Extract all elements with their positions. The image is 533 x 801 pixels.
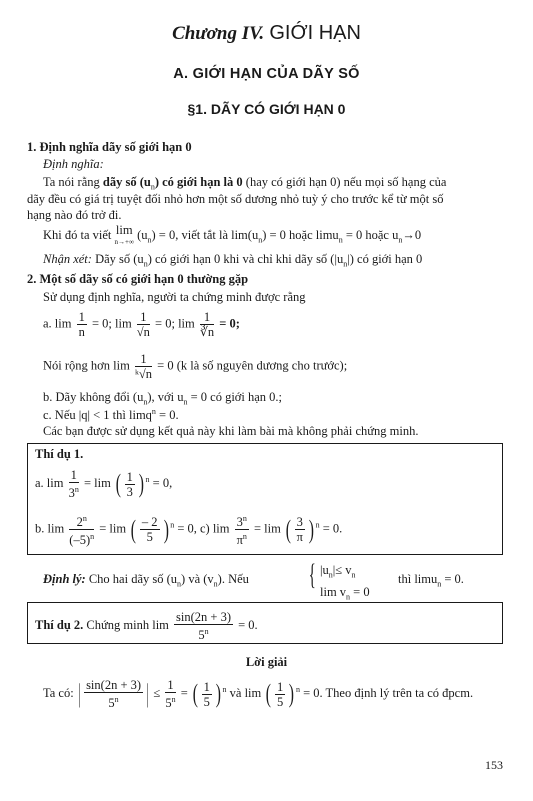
text-span: = 0; (219, 316, 240, 331)
text-span: lim v (320, 584, 347, 599)
theorem-brace (305, 558, 319, 592)
superscript: n (222, 684, 227, 694)
remark-label: Nhận xét: (43, 252, 92, 266)
text-span: ) = 0 hoặc limu (262, 227, 339, 242)
chapter-prefix: Chương IV. (172, 23, 265, 44)
theorem-line (43, 572, 249, 589)
example1-b (35, 512, 342, 547)
fraction (69, 512, 94, 547)
notation-line (43, 224, 421, 248)
subscript: n (398, 235, 403, 245)
subscript: n (143, 397, 148, 407)
text-span: = 0. (238, 617, 258, 632)
paren-left: ( (115, 469, 121, 499)
definition-line-3: hạng nào đó trở đi. (27, 208, 122, 222)
numerator: 1 (200, 310, 214, 325)
superscript: n (242, 514, 247, 523)
paren-right: ) (289, 679, 295, 709)
text-span: thì limu (398, 572, 438, 586)
numerator: 1 (135, 352, 152, 367)
text-span: Chứng minh lim (83, 617, 169, 632)
text-span: Nói rộng hơn lim (43, 358, 130, 373)
denominator: ∛n (199, 325, 215, 339)
text-span: = 0; (155, 316, 175, 331)
chapter-name: GIỚI HẠN (269, 22, 361, 44)
denominator: n (78, 325, 85, 339)
example1-title: Thí dụ 1. (35, 447, 84, 461)
text-span: Cho hai dãy số (u (85, 572, 178, 586)
text-span: Dãy số (u (91, 252, 144, 266)
numerator: 1 (167, 678, 174, 692)
limit-operator (115, 224, 134, 248)
text-span: 3 (68, 486, 75, 501)
paren-left: ( (266, 679, 272, 709)
text-span: = lim (254, 521, 281, 536)
superscript: n (151, 407, 156, 416)
lim-text: lim (115, 223, 133, 237)
text-span: a. lim (43, 316, 72, 331)
text-span: lim (178, 316, 195, 331)
text-span: = 0. (155, 408, 179, 423)
fraction (125, 470, 135, 499)
subscript: n (147, 235, 152, 245)
definition-line-2: dãy đều có giá trị tuyệt đối nhỏ hơn một số dương nhỏ tuỳ ý cho trước kể từ một số (27, 192, 444, 206)
example1-a (35, 468, 172, 500)
text-span: = 0. (322, 521, 343, 536)
superscript: n (114, 695, 119, 704)
superscript: n (242, 532, 247, 542)
text-span: Ta có: (43, 685, 74, 700)
text-span: = (180, 685, 188, 700)
section-1-title: §1. DÃY CÓ GIỚI HẠN 0 (187, 101, 346, 117)
subscript: n (143, 259, 148, 269)
text-span: 5 (165, 696, 172, 711)
subscript: n (177, 579, 182, 589)
fraction (137, 310, 150, 339)
remark-line (43, 252, 422, 269)
text-span: |≤ v (332, 563, 352, 577)
fraction (174, 610, 233, 642)
text-span: (–5) (69, 533, 91, 548)
subscript: n (437, 579, 442, 589)
paren-left: ( (130, 514, 137, 544)
text-span: →0 (402, 227, 422, 242)
subscript: n (328, 570, 333, 580)
fraction (84, 678, 143, 710)
generalization-line (43, 352, 347, 381)
text-span: = 0. (441, 572, 464, 586)
numerator: 1 (70, 468, 77, 482)
text-span: (u (137, 227, 148, 242)
paren-left: ( (285, 514, 291, 544)
numerator: 1 (203, 679, 210, 694)
text-span: 3 (236, 515, 243, 530)
text-span: 5 (198, 628, 205, 643)
part2-final: Các bạn được sử dụng kết quả này khi làm bài mà không phải chứng minh. (43, 424, 419, 438)
subscript: n (183, 397, 188, 407)
numerator: 1 (277, 679, 284, 694)
text-span: ). Nếu (217, 572, 249, 586)
denominator (69, 483, 79, 500)
numerator: 3 (296, 515, 303, 530)
denominator: √n (136, 325, 150, 339)
condition-1 (320, 562, 370, 584)
superscript: n (204, 627, 209, 636)
subscript: n (351, 570, 356, 580)
part2-intro: Sử dụng định nghĩa, người ta chứng minh được rằng (43, 290, 306, 304)
text-span: = 0 (k là số nguyên dương cho trước); (157, 358, 348, 373)
text-span: = 0 (350, 584, 370, 599)
text-span: Khi đó ta viết (43, 227, 115, 242)
example2-line (35, 610, 258, 642)
paren-left: ( (192, 679, 198, 709)
solution-heading: Lời giải (245, 655, 288, 669)
text-span: = 0. Theo định lý trên ta có đpcm. (303, 685, 474, 700)
solution-line (43, 678, 473, 710)
abs-bar-left: | (78, 679, 81, 709)
text-span: = 0, c) lim (177, 521, 230, 536)
text-span: = 0 hoặc u (342, 227, 399, 242)
abs-bar-right: | (146, 679, 149, 709)
denominator (165, 693, 175, 710)
denominator (69, 530, 94, 547)
fraction (200, 310, 214, 339)
superscript: n (171, 695, 176, 704)
text-span: = 0; (91, 316, 112, 331)
text-span: 5 (108, 696, 115, 711)
paren-right: ) (215, 679, 221, 709)
superscript: n (315, 520, 320, 530)
fraction (235, 512, 249, 547)
text-span: a. lim (35, 475, 64, 490)
superscript: n (170, 520, 175, 530)
page-number: 153 (485, 758, 503, 772)
numerator (235, 512, 249, 530)
numerator: sin(2n + 3) (86, 678, 142, 692)
geometric-line (43, 407, 179, 423)
text-span: 2 (76, 515, 83, 530)
text-span: ), với u (147, 390, 184, 404)
superscript: n (90, 532, 95, 542)
part2-heading: 2. Một số dãy số có giới hạn 0 thường gặp (27, 272, 249, 286)
text-span: = 0 có giới hạn 0.; (187, 390, 283, 404)
numerator (69, 512, 94, 530)
text-span: = 0, (152, 475, 173, 490)
numerator: 1 (78, 310, 85, 324)
part1-heading: 1. Định nghĩa dãy số giới hạn 0 (27, 140, 192, 154)
chapter-title (0, 20, 533, 45)
text-span: ) và (v (181, 572, 214, 586)
theorem-label: Định lý: (43, 572, 86, 586)
subscript: n (338, 235, 343, 245)
fraction (165, 678, 175, 710)
fraction (77, 310, 87, 339)
denominator (84, 693, 143, 710)
subscript: n (150, 182, 155, 192)
denominator: ᵏ√n (134, 367, 153, 381)
fraction (295, 515, 305, 544)
fraction (275, 680, 285, 709)
text-span: và lim (229, 685, 262, 700)
constant-seq-line (43, 390, 282, 407)
denominator (174, 625, 233, 642)
fraction (69, 468, 79, 500)
text-span: ) = 0, viết tắt là lim(u (151, 227, 259, 242)
superscript: n (74, 485, 79, 494)
text-span: π (236, 533, 243, 548)
fraction (202, 680, 212, 709)
paren-right: ) (138, 469, 144, 499)
superscript: n (145, 474, 150, 484)
numerator: 1 (126, 469, 133, 484)
text-span: ) có giới hạn là 0 (154, 175, 243, 189)
subscript: n (343, 259, 348, 269)
text-span: = lim (99, 521, 127, 536)
paren-right: ) (163, 514, 169, 544)
text-span: = lim (83, 475, 111, 490)
denominator (235, 530, 249, 547)
text-span: ≤ (153, 685, 161, 700)
lim-subscript: n→+∞ (114, 238, 134, 246)
text-span: dãy số (u (102, 175, 151, 189)
theorem-conclusion (398, 572, 464, 589)
text-span: |u (320, 563, 329, 577)
subscript: n (258, 235, 263, 245)
superscript: n (295, 684, 300, 694)
numerator: sin(2n + 3) (176, 610, 231, 624)
text-span: lim (115, 316, 132, 331)
fraction (135, 352, 152, 381)
numerator: 1 (137, 310, 150, 325)
definition-label: Định nghĩa: (43, 157, 104, 171)
numerator: – 2 (141, 515, 158, 530)
text-span: ) có giới hạn 0 khi và chỉ khi dãy số (|u (147, 252, 344, 266)
text-span: c. Nếu |q| < 1 thì limq (43, 408, 152, 423)
denominator: 5 (203, 694, 210, 709)
subscript: n (213, 579, 218, 589)
paren-right: ) (308, 514, 314, 544)
basic-limits-line (43, 310, 240, 339)
text-span: |) có giới hạn 0 (347, 252, 423, 266)
denominator: 5 (277, 694, 284, 709)
text-span: b. Dãy không đổi (u (43, 390, 144, 404)
fraction (140, 515, 160, 544)
denominator: 3 (126, 484, 133, 499)
left-brace: { (308, 558, 316, 591)
text-span: b. lim (35, 521, 65, 536)
subscript: n (346, 592, 351, 601)
section-a-title: A. GIỚI HẠN CỦA DÃY SỐ (173, 66, 360, 82)
definition-line-1 (43, 175, 446, 192)
denominator: π (296, 530, 303, 545)
text-span: (hay có giới hạn 0) nếu mọi số hạng của (242, 175, 447, 189)
text-span: Ta nói rằng (43, 175, 103, 189)
denominator: 5 (146, 530, 153, 545)
theorem-conditions (320, 562, 370, 605)
example2-title: Thí dụ 2. (35, 617, 84, 632)
superscript: n (82, 514, 87, 523)
